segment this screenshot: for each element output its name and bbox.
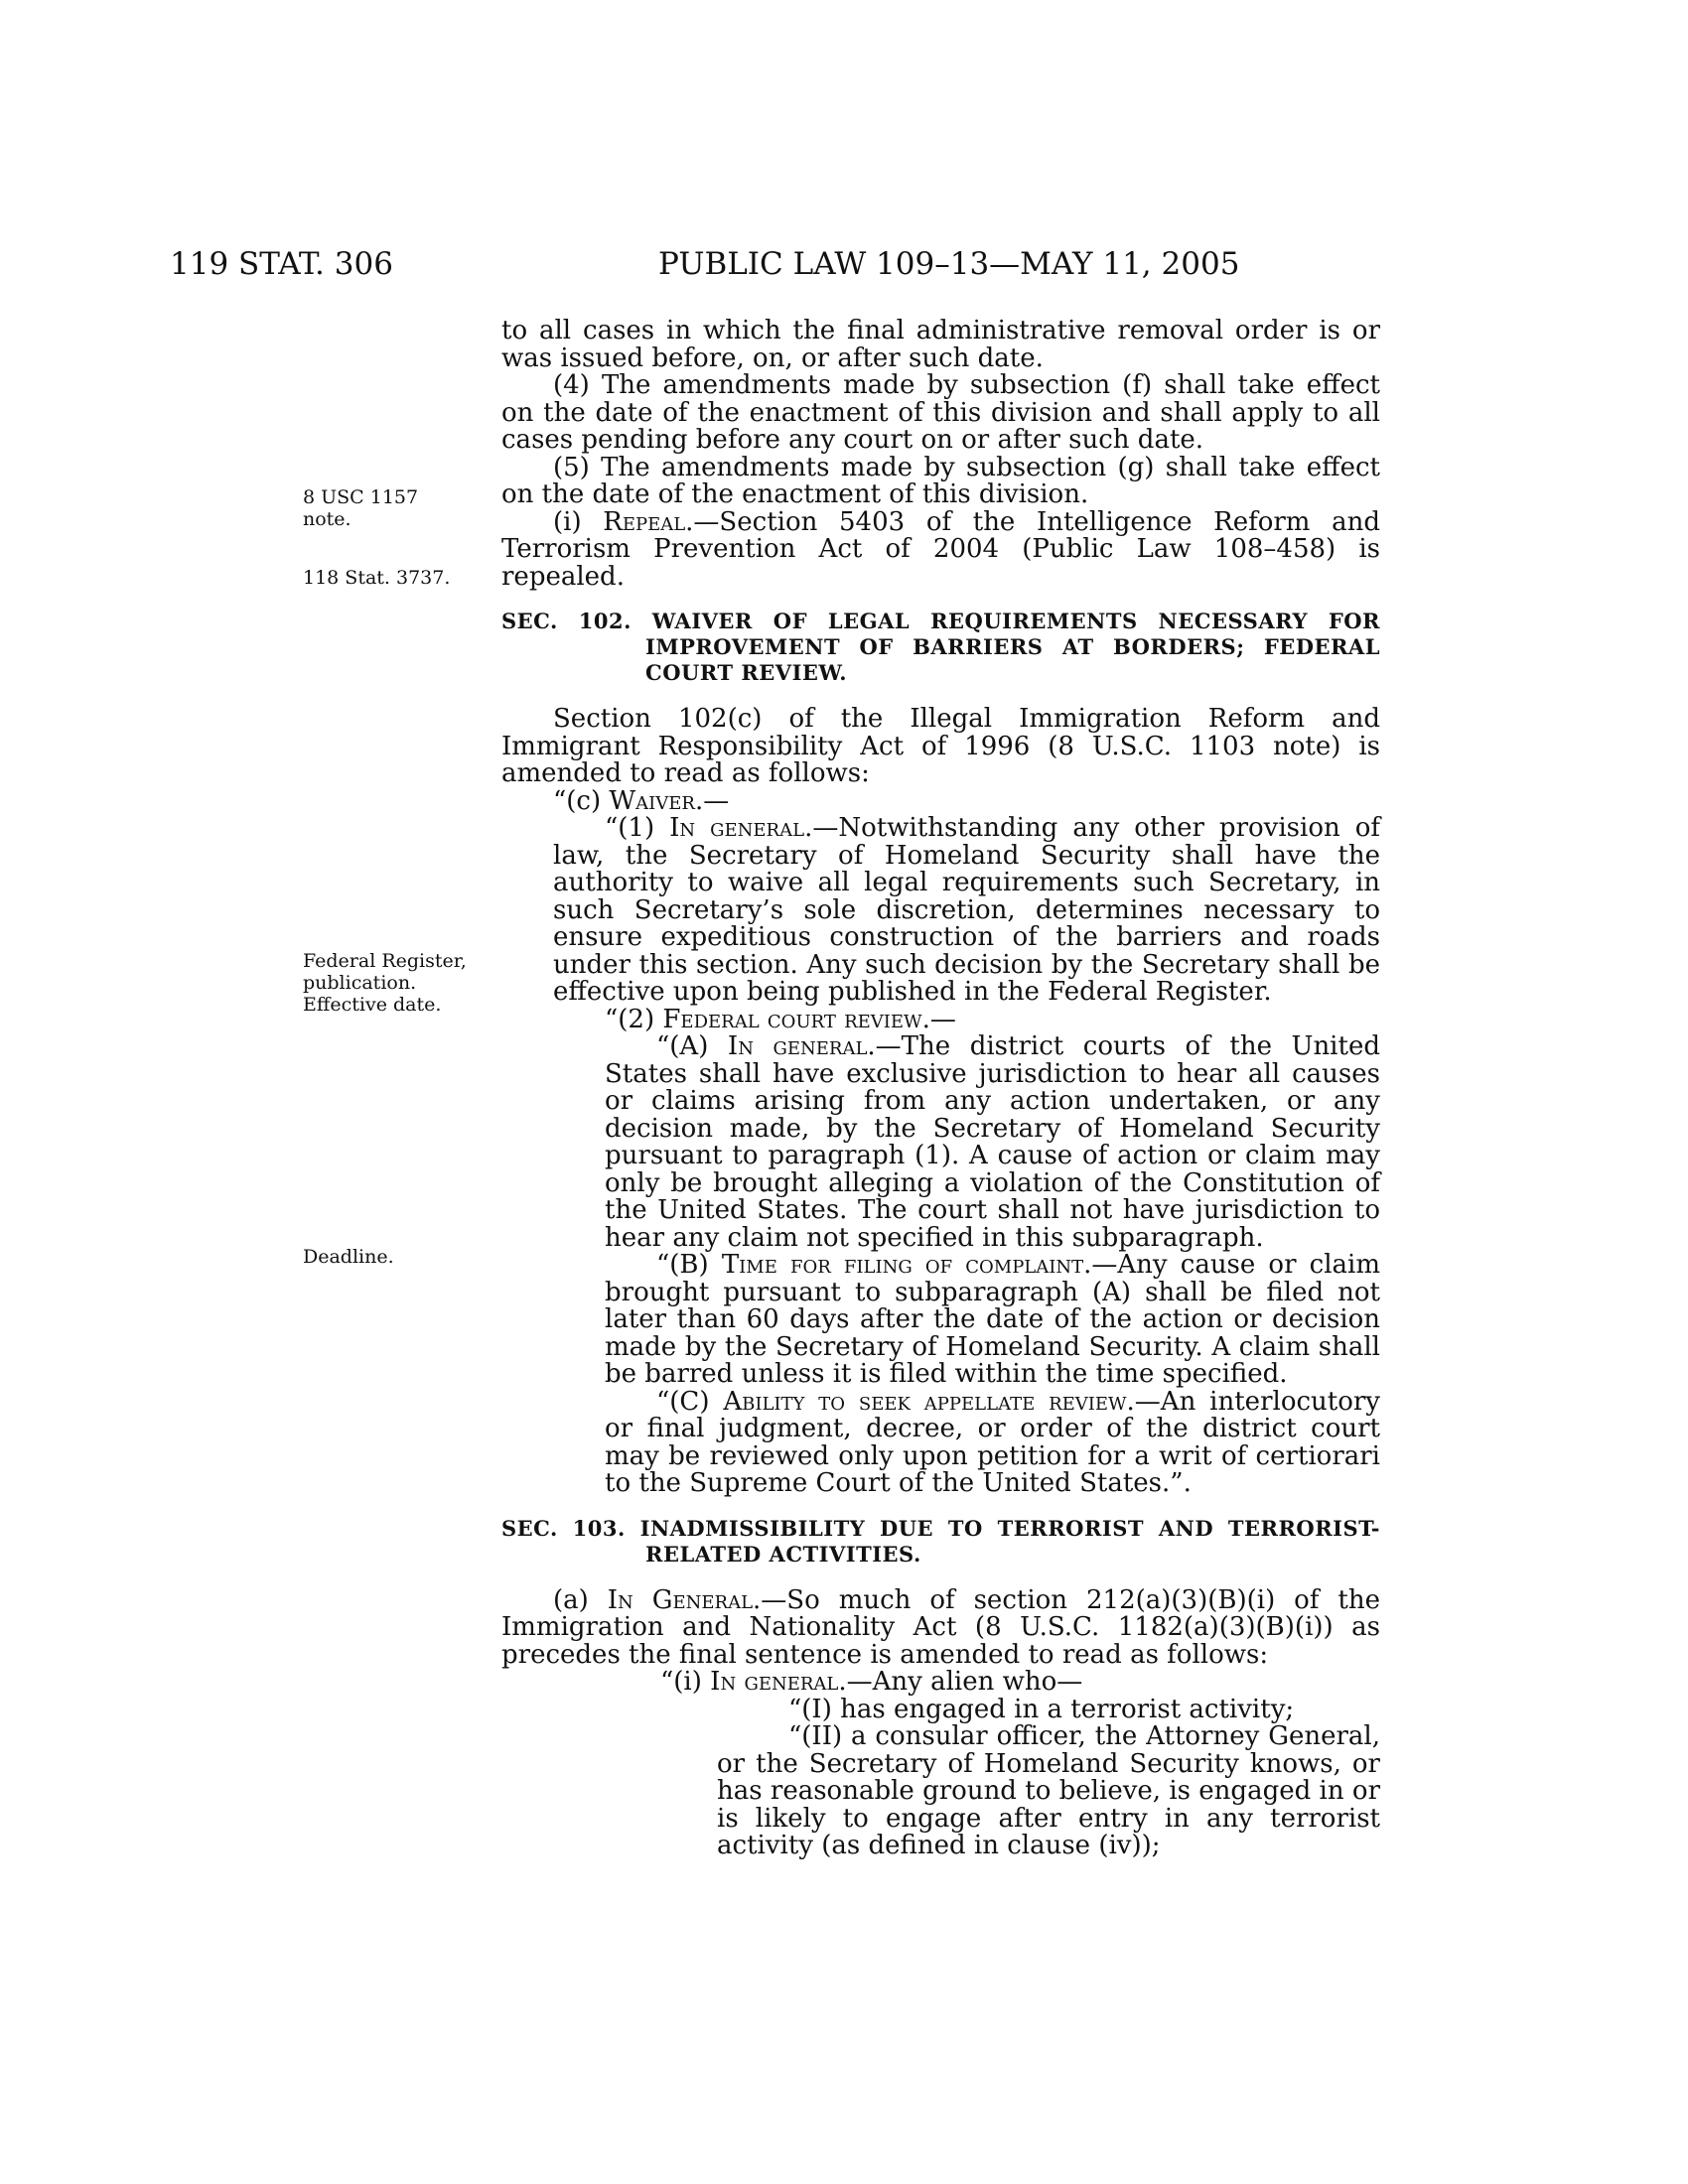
paragraph-4: (4) The amendments made by subsection (f) shall take effect on the date of the enactment of this division and shall apply to all cases pending before any court on or after such date. <box>501 370 1380 455</box>
section-102-intro: Section 102(c) of the Illegal Immigration Reform and Immigrant Responsibility Act of 1996 (8 U.S.C. 1103 note) is amended to read as follows: <box>501 704 1380 788</box>
subparagraph-a-in-general: “(A) In general.—The district courts of the United States shall have exclusive jurisdiction to hear all causes or claims arising from any action undertaken, or any decision made, by the Secretary of Homeland Security pursuant to paragraph (1). A cause of action or claim may only be brought alleging a violation of the Constitution of the United States. The court shall not have jurisdiction to hear any claim not specified in this subparagraph. <box>605 1031 1380 1253</box>
paragraph-5: (5) The amendments made by subsection (g) shall take effect on the date of the enactment of this division. <box>501 452 1380 509</box>
section-102-heading: SEC. 102. WAIVER OF LEGAL REQUIREMENTS NECESSARY FOR IMPROVEMENT OF BARRIERS AT BORDERS; FEDERAL COURT REVIEW. <box>501 609 1380 685</box>
margin-note-federal-register: Federal Register, publication. Effective date. <box>303 950 467 1016</box>
margin-note-usc: 8 USC 1157 note. <box>303 486 419 530</box>
page-running-head: PUBLIC LAW 109–13—MAY 11, 2005 <box>658 246 1240 282</box>
paragraph-1-in-general: “(1) In general.—Notwithstanding any other provision of law, the Secretary of Homeland Security shall have the authority to waive all legal requirements such Secretary, in such Secretary’s sole discretion, determines necessary to ensure expeditious construction of the barriers and roads under this section. Any such decision by the Secretary shall be effective upon being published in the Federal Register. <box>553 813 1380 1007</box>
margin-note-stat: 118 Stat. 3737. <box>303 567 451 589</box>
body-text <box>501 318 1380 1860</box>
subclause-I: “(I) has engaged in a terrorist activity; <box>788 1694 1295 1724</box>
subsection-a-in-general: (a) In General.—So much of section 212(a)(3)(B)(i) of the Immigration and Nationality Act (8 U.S.C. 1182(a)(3)(B)(i)) as precedes the final sentence is amended to read as follows: <box>501 1584 1380 1670</box>
paragraph-repeal: (i) Repeal.—Section 5403 of the Intelligence Reform and Terrorism Prevention Act of 2004 (Public Law 108–458) is repealed. <box>501 506 1380 592</box>
subparagraph-c-appellate-review: “(C) Ability to seek appellate review.—An interlocutory or final judgment, decree, or order of the district court may be reviewed only upon petition for a writ of certiorari to the Supreme Court of the United States.”. <box>605 1386 1380 1498</box>
subsection-c-waiver: “(c) Waiver.— <box>553 785 730 816</box>
section-103-heading: SEC. 103. INADMISSIBILITY DUE TO TERRORIST AND TERRORIST-RELATED ACTIVITIES. <box>501 1515 1380 1567</box>
paragraph-continuation: to all cases in which the final administrative removal order is or was issued before, on, or after such date. <box>501 316 1380 373</box>
subparagraph-b-time-for-filing: “(B) Time for filing of complaint.—Any cause or claim brought pursuant to subparagraph (A) shall be filed not later than 60 days after the date of the action or decision made by the Secretary of Homeland Security. A claim shall be barred unless it is filed within the time specified. <box>605 1250 1380 1389</box>
page-citation: 119 STAT. 306 <box>170 246 393 282</box>
subclause-II: “(II) a consular officer, the Attorney General, or the Secretary of Homeland Security knows, or has reasonable ground to believe, is engaged in or is likely to engage after entry in any terrorist activity (as defined in clause (iv)); <box>717 1721 1380 1860</box>
margin-note-deadline: Deadline. <box>303 1246 394 1268</box>
paragraph-2-federal-court-review: “(2) Federal court review.— <box>605 1004 956 1034</box>
clause-i-in-general: “(i) In general.—Any alien who— <box>660 1667 1083 1697</box>
